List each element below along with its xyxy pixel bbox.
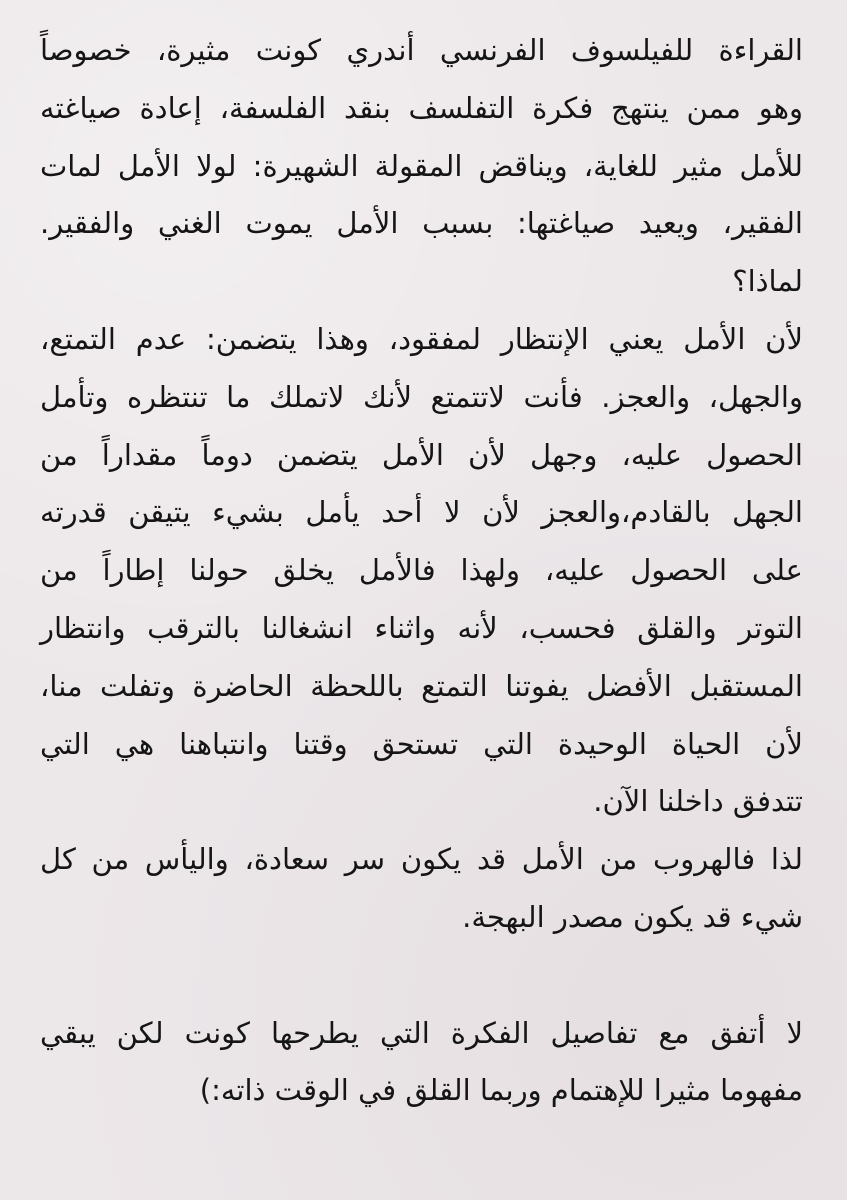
text-line: تتدفق داخلنا الآن. xyxy=(593,784,803,819)
paragraph-spacer xyxy=(40,947,803,1005)
text-line: لا أتفق مع تفاصيل الفكرة التي يطرحها كونت لكن يبقي xyxy=(40,1015,803,1050)
text-line: لأن الأمل يعني الإنتظار لمفقود، وهذا يتضمن: عدم التمتع، xyxy=(40,321,803,356)
text-line: لأن الحياة الوحيدة التي تستحق وقتنا وانتباهنا هي التي xyxy=(40,726,803,761)
text-line: المستقبل الأفضل يفوتنا التمتع باللحظة الحاضرة وتفلت منا، xyxy=(40,668,803,703)
text-line: التوتر والقلق فحسب، لأنه واثناء انشغالنا بالترقب وانتظار xyxy=(40,610,803,645)
text-line: الحصول عليه، وجهل لأن الأمل يتضمن دوماً مقداراً من xyxy=(40,437,803,472)
text-line: مفهوما مثيرا للإهتمام وربما القلق في الوقت ذاته:) xyxy=(199,1073,803,1108)
text-line: القراءة للفيلسوف الفرنسي أندري كونت مثيرة، خصوصاً xyxy=(40,33,803,67)
text-line: لذا فالهروب من الأمل قد يكون سر سعادة، واليأس من كل xyxy=(40,842,803,877)
text-line: والجهل، والعجز. فأنت لاتتمتع لأنك لاتملك ما تنتظره وتأمل xyxy=(40,379,803,414)
text-line: وهو ممن ينتهج فكرة التفلسف بنقد الفلسفة، إعادة صياغته xyxy=(40,90,803,125)
text-line: شيء قد يكون مصدر البهجة. xyxy=(462,899,803,934)
text-line: على الحصول عليه، ولهذا فالأمل يخلق حولنا إطاراً من xyxy=(40,553,803,588)
text-line: للأمل مثير للغاية، ويناقض المقولة الشهيرة: لولا الأمل لمات xyxy=(40,148,803,183)
text-line: الجهل بالقادم،والعجز لأن لا أحد يأمل بشيء يتيقن قدرته xyxy=(40,495,803,530)
text-line: لماذا؟ xyxy=(732,264,803,299)
text-line: الفقير، ويعيد صياغتها: بسبب الأمل يموت الغني والفقير. xyxy=(40,206,803,241)
